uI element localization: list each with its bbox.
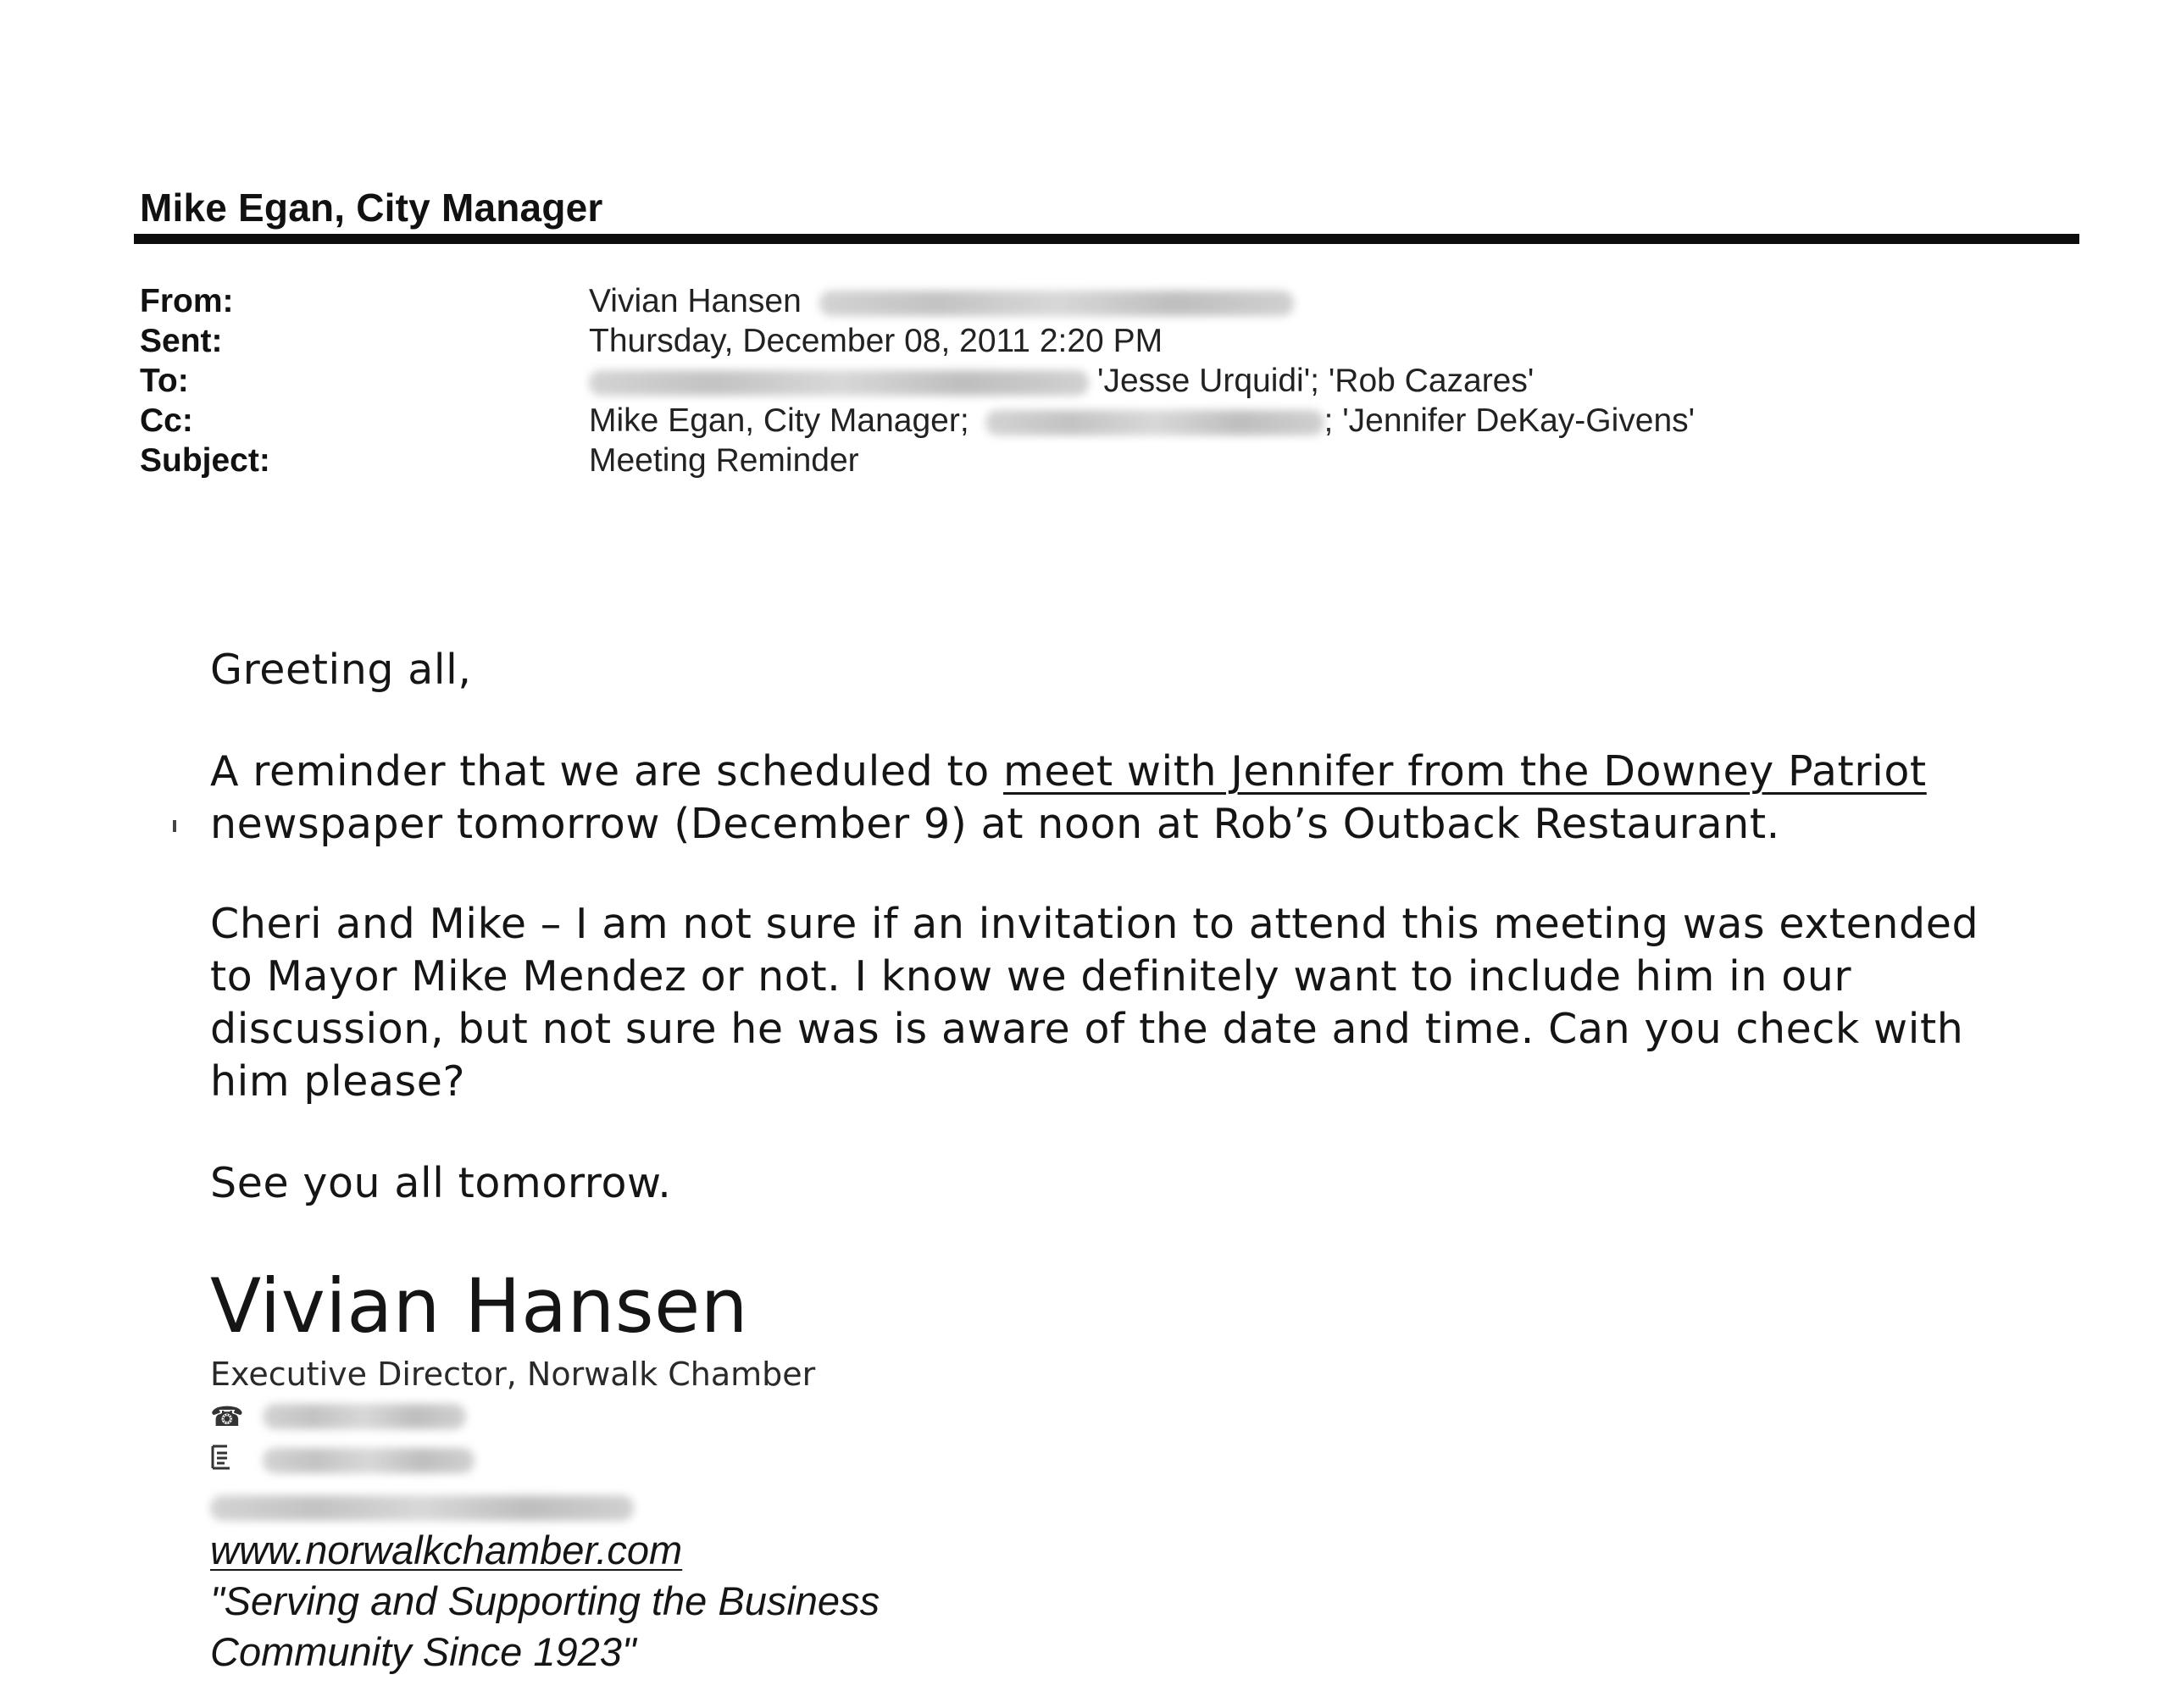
p1-start: A reminder that we are scheduled to bbox=[210, 747, 1004, 796]
closing: See you all tomorrow. bbox=[210, 1159, 672, 1207]
cc-value bbox=[589, 401, 1695, 441]
redacted-fax bbox=[263, 1448, 475, 1473]
p1-underlined: meet with Jennifer from the Downey Patriot bbox=[1003, 747, 1927, 796]
stray-mark bbox=[173, 820, 176, 832]
from-label: From: bbox=[140, 283, 234, 319]
telephone-icon: ☎ bbox=[210, 1400, 244, 1433]
redacted-email bbox=[985, 410, 1324, 435]
from-name: Vivian Hansen bbox=[589, 283, 802, 319]
signature-email bbox=[210, 1489, 634, 1527]
paragraph-2-line-3: discussion, but not sure he was is aware of the date and time. Can you check with bbox=[210, 1005, 1964, 1053]
paragraph-1-line-2: newspaper tomorrow (December 9) at noon at Rob’s Outback Restaurant. bbox=[210, 800, 1780, 848]
signature-fax bbox=[210, 1442, 475, 1479]
greeting: Greeting all, bbox=[210, 646, 472, 694]
header-divider bbox=[134, 234, 2079, 244]
cc-name: Mike Egan, City Manager; bbox=[589, 402, 969, 439]
sent-label: Sent: bbox=[140, 323, 223, 359]
tagline-line-2: Community Since 1923" bbox=[210, 1629, 636, 1674]
paragraph-2-line-2: to Mayor Mike Mendez or not. I know we definitely want to include him in our bbox=[210, 952, 1852, 1001]
to-recipients: 'Jesse Urquidi'; 'Rob Cazares' bbox=[1097, 363, 1535, 399]
page-title: Mike Egan, City Manager bbox=[140, 186, 603, 230]
paragraph-1-line-1 bbox=[210, 746, 1927, 798]
tagline-line-1: "Serving and Supporting the Business bbox=[210, 1578, 880, 1623]
pen-scribble bbox=[1017, 779, 1018, 781]
redacted-email bbox=[589, 370, 1089, 396]
to-value bbox=[589, 361, 1534, 402]
subject-label: Subject: bbox=[140, 442, 270, 479]
cc-label: Cc: bbox=[140, 402, 193, 439]
redacted-email bbox=[819, 291, 1294, 316]
cc-rest: ; 'Jennifer DeKay-Givens' bbox=[1324, 402, 1696, 439]
from-value bbox=[589, 281, 1294, 322]
paragraph-2-line-1: Cheri and Mike – I am not sure if an invitation to attend this meeting was extended bbox=[210, 900, 1979, 948]
redacted-phone bbox=[263, 1404, 466, 1429]
website-link[interactable]: www.norwalkchamber.com bbox=[210, 1528, 683, 1572]
signature-name: Vivian Hansen bbox=[210, 1262, 749, 1350]
fax-icon bbox=[210, 1445, 247, 1477]
signature-title: Executive Director, Norwalk Chamber bbox=[210, 1356, 816, 1393]
paragraph-2-line-4: him please? bbox=[210, 1057, 466, 1106]
redacted-email bbox=[210, 1495, 634, 1521]
sent-value: Thursday, December 08, 2011 2:20 PM bbox=[589, 323, 1163, 359]
to-label: To: bbox=[140, 363, 189, 399]
signature-phone bbox=[210, 1398, 466, 1435]
subject-value: Meeting Reminder bbox=[589, 442, 859, 479]
